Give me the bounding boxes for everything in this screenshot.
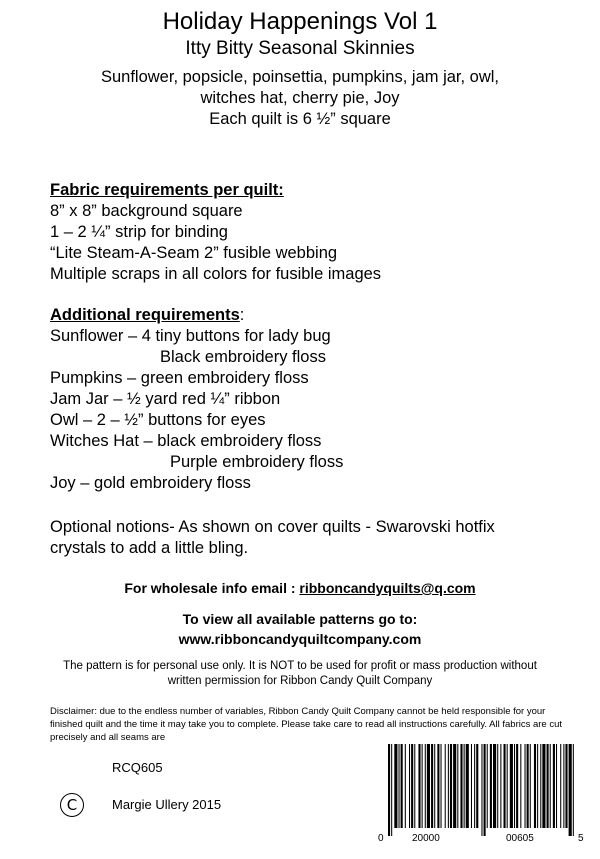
barcode-bar — [530, 744, 531, 828]
additional-requirements — [50, 305, 343, 494]
wholesale-info — [0, 578, 600, 598]
barcode-bar — [434, 744, 435, 828]
usage-line: The pattern is for personal use only. It is NOT to be used for profit or mass production without — [63, 660, 537, 672]
barcode-bar — [427, 744, 430, 828]
barcode-bar — [399, 744, 400, 828]
pattern-title: Holiday Happenings Vol 1 — [162, 8, 438, 35]
barcode-bar — [525, 744, 526, 828]
requirement-line: Joy – gold embroidery floss — [50, 474, 251, 492]
barcode-bar — [481, 744, 482, 836]
barcode-bar — [507, 744, 508, 828]
barcode-bar — [537, 744, 538, 828]
barcode-bar — [464, 744, 465, 828]
barcode-bar — [563, 744, 564, 828]
barcode-bar — [520, 744, 521, 828]
barcode-bar — [394, 744, 397, 828]
wholesale-email-link[interactable]: ribboncandyquilts@q.com — [299, 580, 476, 596]
fabric-item: 1 – 2 ¼” strip for binding — [50, 223, 228, 241]
barcode-bar — [457, 744, 458, 828]
barcode-bar — [534, 744, 536, 828]
barcode-bar — [466, 744, 469, 828]
requirement-line: Sunflower – 4 tiny buttons for lady bug — [50, 327, 331, 345]
barcode-bar — [418, 744, 420, 828]
additional-heading: Additional requirements — [50, 306, 240, 324]
barcode-digit-right: 5 — [578, 833, 584, 844]
barcode-bar — [527, 744, 529, 828]
patterns-text: To view all available patterns go to: — [182, 611, 418, 627]
pattern-description — [0, 67, 600, 130]
barcode-bar — [445, 744, 446, 828]
fabric-requirements — [50, 180, 381, 285]
requirement-line: Owl – 2 – ½” buttons for eyes — [50, 411, 266, 429]
barcode-bar — [569, 744, 572, 836]
barcode-bar — [422, 744, 423, 828]
barcode-bar — [409, 744, 410, 828]
patterns-info — [0, 609, 600, 649]
patterns-url-link[interactable]: www.ribboncandyquiltcompany.com — [178, 631, 422, 647]
heading-colon: : — [239, 306, 245, 324]
barcode-bar — [460, 744, 462, 828]
requirement-line: Purple embroidery floss — [170, 453, 344, 471]
barcode-bar — [405, 744, 406, 828]
barcode-bar — [493, 744, 496, 828]
barcode-bar — [540, 744, 541, 828]
barcode-bar — [497, 744, 498, 828]
barcode-bar — [437, 744, 439, 828]
barcode-bars — [388, 744, 574, 836]
barcode-bar — [388, 744, 390, 836]
barcode-bar — [500, 744, 501, 828]
author-credit: Margie Ullery 2015 — [112, 797, 222, 812]
barcode-bar — [553, 744, 555, 828]
barcode-bar — [441, 744, 442, 828]
pattern-subtitle: Itty Bitty Seasonal Skinnies — [185, 38, 415, 59]
barcode-bar — [484, 744, 486, 836]
requirement-line: Black embroidery floss — [160, 348, 326, 366]
barcode-bar — [573, 744, 574, 836]
pattern-code: RCQ605 — [112, 760, 163, 775]
usage-line: written permission for Ribbon Candy Quilt Company — [167, 675, 433, 687]
barcode-digit-left: 0 — [378, 833, 384, 844]
barcode-bar — [542, 744, 545, 828]
barcode-bar — [487, 744, 488, 828]
barcode-bar — [560, 744, 561, 828]
optional-line: Optional notions- As shown on cover quilts - Swarovski hotfix — [50, 518, 495, 536]
barcode-bar — [391, 744, 392, 836]
copyright-icon: C — [60, 793, 84, 817]
barcode — [372, 744, 590, 844]
barcode-bar — [453, 744, 456, 828]
quilt-size: Each quilt is 6 ½” square — [209, 110, 391, 128]
requirement-line: Jam Jar – ½ yard red ¼” ribbon — [50, 390, 281, 408]
wholesale-label: For wholesale info email : — [124, 580, 300, 596]
barcode-bar — [450, 744, 452, 828]
description-line: witches hat, cherry pie, Joy — [200, 89, 400, 107]
description-line: Sunflower, popsicle, poinsettia, pumpkins, jam jar, owl, — [100, 68, 500, 86]
barcode-bar — [411, 744, 413, 828]
fabric-item: “Lite Steam-A-Seam 2” fusible webbing — [50, 244, 338, 262]
usage-notice — [0, 659, 600, 689]
barcode-bar — [476, 744, 478, 828]
barcode-bar — [516, 744, 518, 828]
barcode-bar — [547, 744, 549, 828]
requirement-line: Witches Hat – black embroidery floss — [50, 432, 322, 450]
fabric-item: 8” x 8” background square — [50, 202, 243, 220]
fabric-heading: Fabric requirements per quilt: — [50, 181, 284, 199]
disclaimer: Disclaimer: due to the endless number of variables, Ribbon Candy Quilt Company cannot be held responsible for your finished quilt and the time it may take you to complete. Please take care to read all instructions carefully. All fabrics are cut precisely and all seams are — [50, 706, 563, 743]
fabric-item: Multiple scraps in all colors for fusible images — [50, 265, 382, 283]
additional-heading-row — [50, 305, 343, 326]
barcode-bar — [414, 744, 415, 828]
barcode-group-2: 00605 — [506, 833, 534, 844]
barcode-bar — [474, 744, 475, 828]
barcode-bar — [510, 744, 513, 828]
barcode-bar — [514, 744, 515, 828]
barcode-bar — [556, 744, 557, 828]
barcode-bar — [550, 744, 551, 828]
barcode-bar — [431, 744, 433, 828]
barcode-bar — [504, 744, 506, 828]
optional-line: crystals to add a little bling. — [50, 539, 249, 557]
barcode-bar — [471, 744, 472, 828]
barcode-bar — [565, 744, 567, 828]
requirement-line: Pumpkins – green embroidery floss — [50, 369, 309, 387]
barcode-bar — [448, 744, 449, 828]
barcode-bar — [401, 744, 403, 828]
barcode-bar — [425, 744, 426, 828]
barcode-group-1: 20000 — [412, 833, 440, 844]
barcode-bar — [490, 744, 492, 828]
optional-notions — [50, 517, 495, 559]
